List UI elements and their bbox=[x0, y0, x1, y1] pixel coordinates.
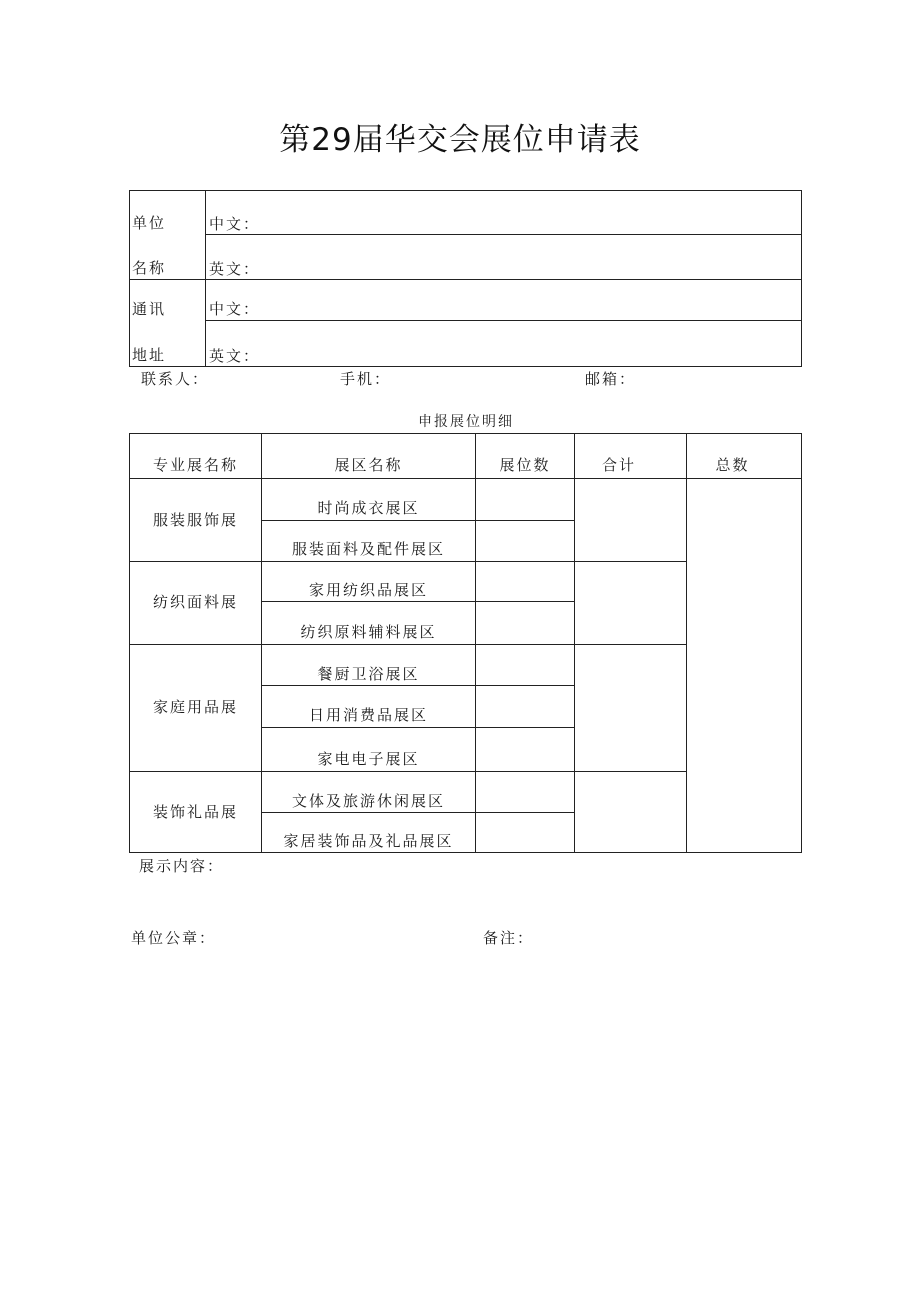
subtotal-cell[interactable] bbox=[575, 772, 686, 852]
unit-name-label: 单位 bbox=[132, 214, 167, 232]
info-table-border-right bbox=[801, 190, 802, 367]
remarks-field[interactable]: 备注： bbox=[483, 929, 535, 947]
email-field[interactable]: 邮箱： bbox=[585, 370, 637, 388]
info-table-divider bbox=[205, 234, 802, 235]
booth-table-divider bbox=[261, 433, 262, 853]
category-name: 服装服饰展 bbox=[152, 511, 238, 529]
booth-table-border-left bbox=[129, 433, 130, 853]
category-name: 家庭用品展 bbox=[152, 698, 238, 716]
zone-name: 家居装饰品及礼品展区 bbox=[283, 832, 454, 850]
subtotal-cell[interactable] bbox=[575, 562, 686, 644]
header-zone: 展区名称 bbox=[334, 456, 403, 474]
booth-count-cell[interactable] bbox=[476, 728, 574, 771]
booth-table-border-bottom bbox=[129, 852, 802, 853]
info-table-divider bbox=[129, 279, 802, 280]
mobile-field[interactable]: 手机： bbox=[340, 370, 392, 388]
zone-name: 时尚成衣展区 bbox=[317, 499, 420, 517]
header-category: 专业展名称 bbox=[152, 456, 238, 474]
header-count: 展位数 bbox=[499, 456, 551, 474]
booth-count-cell[interactable] bbox=[476, 645, 574, 685]
unit-name-chinese-field[interactable]: 中文： bbox=[209, 215, 261, 233]
booth-count-cell[interactable] bbox=[476, 686, 574, 727]
address-label: 通讯 bbox=[132, 300, 167, 318]
address-label: 地址 bbox=[132, 346, 167, 364]
info-table-border-left bbox=[129, 190, 130, 367]
section-title: 申报展位明细 bbox=[418, 414, 514, 430]
header-subtotal: 合计 bbox=[601, 456, 636, 474]
booth-count-cell[interactable] bbox=[476, 813, 574, 852]
booth-count-cell[interactable] bbox=[476, 479, 574, 520]
info-table-divider bbox=[205, 190, 206, 367]
zone-name: 日用消费品展区 bbox=[308, 706, 428, 724]
company-stamp-field[interactable]: 单位公章： bbox=[131, 929, 217, 947]
page-title: 第29届华交会展位申请表 bbox=[279, 122, 641, 158]
unit-name-english-field[interactable]: 英文： bbox=[209, 260, 261, 278]
info-table-border-top bbox=[129, 190, 802, 191]
booth-count-cell[interactable] bbox=[476, 521, 574, 561]
zone-name: 文体及旅游休闲展区 bbox=[291, 792, 445, 810]
subtotal-cell[interactable] bbox=[575, 645, 686, 771]
category-name: 装饰礼品展 bbox=[152, 803, 238, 821]
zone-name: 纺织原料辅料展区 bbox=[300, 623, 437, 641]
header-total: 总数 bbox=[715, 456, 750, 474]
zone-name: 服装面料及配件展区 bbox=[291, 540, 445, 558]
booth-table-border-right bbox=[801, 433, 802, 853]
address-chinese-field[interactable]: 中文： bbox=[209, 300, 261, 318]
booth-table-border-top bbox=[129, 433, 802, 434]
zone-name: 家电电子展区 bbox=[317, 750, 420, 768]
exhibit-content-field[interactable]: 展示内容： bbox=[139, 857, 225, 875]
booth-count-cell[interactable] bbox=[476, 602, 574, 644]
contact-field[interactable]: 联系人： bbox=[141, 370, 210, 388]
booth-count-cell[interactable] bbox=[476, 562, 574, 601]
info-table-divider bbox=[205, 320, 802, 321]
unit-name-label: 名称 bbox=[132, 259, 167, 277]
zone-name: 家用纺织品展区 bbox=[308, 581, 428, 599]
total-cell[interactable] bbox=[687, 479, 801, 852]
zone-name: 餐厨卫浴展区 bbox=[317, 665, 420, 683]
address-english-field[interactable]: 英文： bbox=[209, 347, 261, 365]
booth-count-cell[interactable] bbox=[476, 772, 574, 812]
category-name: 纺织面料展 bbox=[152, 593, 238, 611]
subtotal-cell[interactable] bbox=[575, 479, 686, 561]
info-table-border-bottom bbox=[129, 366, 802, 367]
